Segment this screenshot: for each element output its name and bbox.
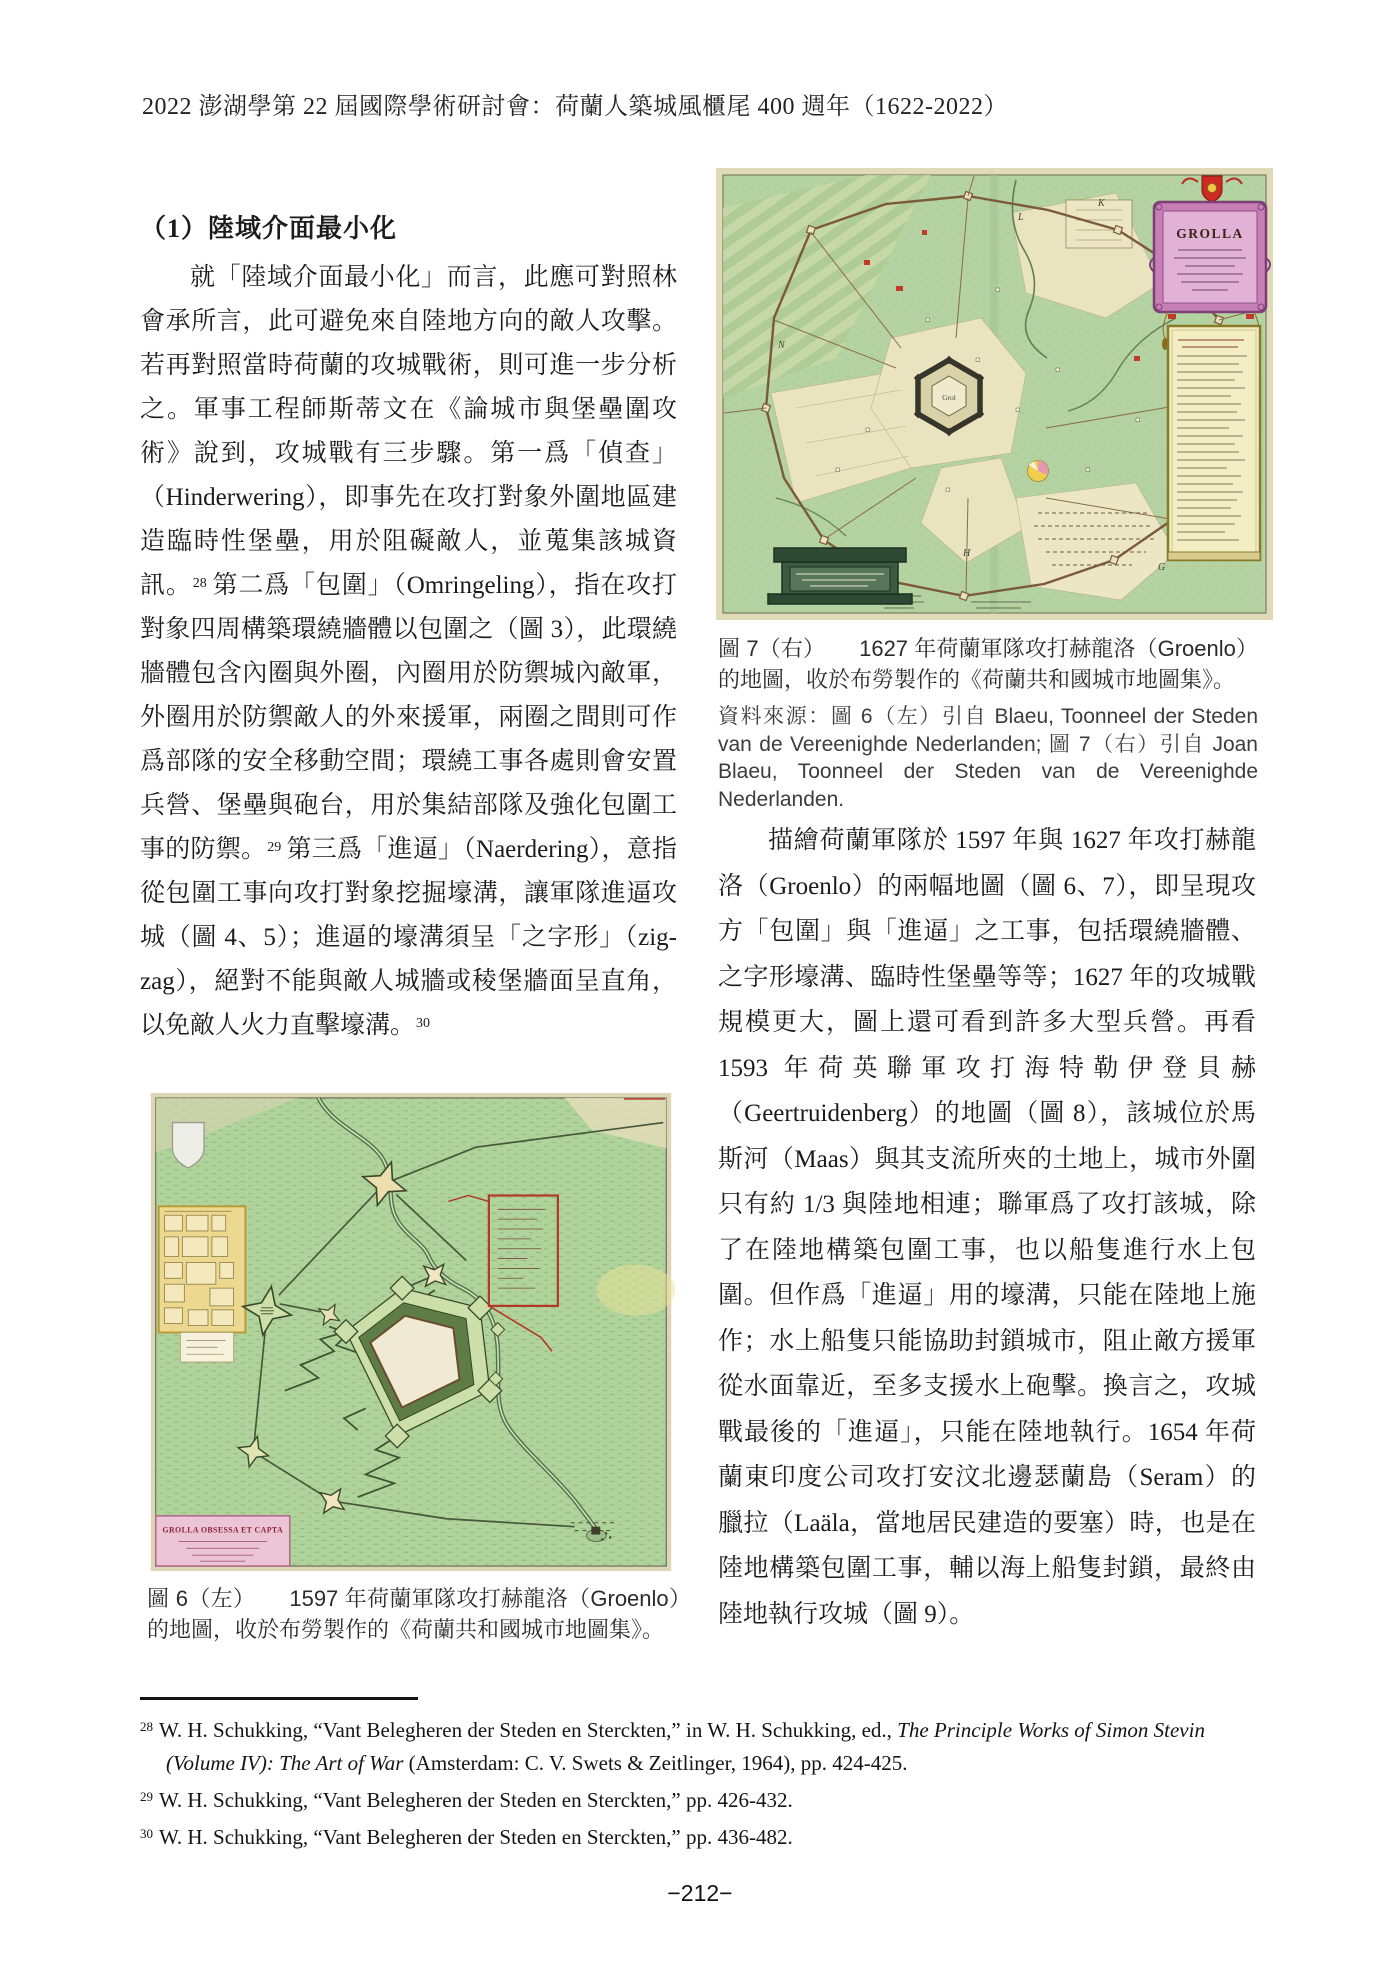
footnote-ref-30: 30: [416, 1016, 431, 1031]
footnote-ref-29: 29: [267, 840, 282, 855]
footnote-number: 28: [140, 1719, 153, 1734]
footnote-number: 29: [140, 1789, 153, 1804]
figure7-map-image: [716, 168, 1273, 620]
figure7-caption-text: 1627 年荷蘭軍隊攻打赫龍洛（Groenlo）的地圖，收於布勞製作的《荷蘭共和國城市地圖集》。: [718, 636, 1258, 692]
paragraph-text: 第三爲「進逼」（Naerdering），意指從包圍工事向攻打對象挖掘壕溝，讓軍隊進逼攻城（圖 4、5）；進逼的壕溝須呈「之字形」（zig-zag），絕對不能與敵人城牆或稜堡牆面呈直角，以免敵人火力直擊壕溝。: [140, 836, 677, 1039]
survey-pie-marker: [1028, 461, 1049, 482]
footnote-text: W. H. Schukking, “Vant Belegheren der Steden en Sterckten,” in W. H. Schukking, ed.,: [159, 1718, 898, 1742]
map-title-cartouche: [1150, 202, 1270, 312]
figure7-caption: [718, 633, 1258, 695]
source-note: 資料來源：圖 6（左）引自 Blaeu, Toonneel der Steden van de Vereenighde Nederlanden; 圖 7（右）引自 Joan Blaeu, Toonneel der Steden van de Vereenighde Nederlanden.: [718, 705, 1258, 811]
footnote-28: [140, 1710, 1268, 1780]
figure6-label: 圖 6（左）: [147, 1586, 256, 1611]
figure7-label: 圖 7（右）: [718, 636, 826, 661]
map-title-cartouche: [156, 1516, 290, 1566]
footnotes-section: [140, 1710, 1268, 1854]
legend-scroll: [1162, 312, 1260, 560]
map-letter: N: [778, 340, 785, 351]
building-icon: [591, 1527, 600, 1535]
paragraph-text: 就「陸域介面最小化」而言，此應可對照林會承所言，此可避免來自陸地方向的敵人攻擊。若再對照當時荷蘭的攻城戰術，則可進一步分析之。軍事工程師斯蒂文在《論城市與堡壘圍攻術》說到，攻城戰有三步驟。第一爲「偵查」（Hinderwering），即事先在攻打對象外圍地區建造臨時性堡壘，用於阻礙敵人，並蒐集該城資訊。: [140, 264, 677, 599]
footnote-number: 30: [140, 1826, 153, 1841]
footnote-29: [140, 1780, 1268, 1817]
footnote-text: (Amsterdam: C. V. Swets & Zeitlinger, 1964), pp. 424-425.: [403, 1751, 908, 1775]
footnote-ref-28: 28: [192, 576, 207, 591]
footnote-text: W. H. Schukking, “Vant Belegheren der Steden en Sterckten,” pp. 426-432.: [159, 1788, 793, 1812]
page-number: −212−: [667, 1880, 733, 1906]
figure6-map-image: [147, 1093, 675, 1571]
cartouche-title: GROLLA: [1176, 226, 1244, 241]
map-letter: G: [1158, 562, 1166, 573]
section-heading: （1）陸域介面最小化: [140, 214, 398, 243]
footnote-text: W. H. Schukking, “Vant Belegheren der Steden en Sterckten,” pp. 436-482.: [159, 1825, 793, 1849]
map-letter: L: [1018, 212, 1024, 223]
town-label: Grol: [942, 393, 956, 402]
footnote-30: [140, 1817, 1268, 1854]
map-letter: H: [963, 548, 971, 559]
right-column-paragraph: 描繪荷蘭軍隊於 1597 年與 1627 年攻打赫龍洛（Groenlo）的兩幅地圖（圖 6、7），即呈現攻方「包圍」與「進逼」之工事，包括環繞牆體、之字形壕溝、臨時性堡壘等等；1627 年的攻城戰規模更大，圖上還可看到許多大型兵營。再看 1593 年荷英聯軍攻打海特勒伊登貝赫（Geertruidenberg）的地圖（圖 8），該城位於馬斯河（Maas）與其支流所夾的土地上，城市外圍只有約 1/3 與陸地相連；聯軍爲了攻打該城，除了在陸地構築包圍工事，也以船隻進行水上包圍。但作爲「進逼」用的壕溝，只能在陸地上施作；水上船隻只能協助封鎖城市，阻止敵方援軍從水面靠近，至多支援水上砲擊。換言之，攻城戰最後的「進逼」，只能在陸地執行。1654 年荷蘭東印度公司攻打安汶北邊瑟蘭島（Seram）的臘拉（Laäla，當地居民建造的要塞）時，也是在陸地構築包圍工事，輔以海上船隻封鎖，最終由陸地執行攻城（圖 9）。: [718, 827, 1256, 1628]
page-header: 2022 澎湖學第 22 屆國際學術研討會：荷蘭人築城風櫃尾 400 週年（1622-2022）: [142, 94, 1008, 120]
cartouche-title: GROLLA OBSESSA ET CAPTA: [162, 1525, 284, 1535]
map-letter: K: [1098, 198, 1105, 209]
figure6-caption-text: 1597 年荷蘭軍隊攻打赫龍洛（Groenlo）的地圖，收於布勞製作的《荷蘭共和國城市地圖集》。: [147, 1586, 680, 1642]
left-column-paragraph: [140, 256, 677, 1048]
footnote-italic-title: The Principle Works of Simon Stevin (Volume IV): The Art of War: [166, 1718, 1205, 1775]
footnote-divider: [140, 1697, 418, 1700]
figure6-caption: [147, 1583, 680, 1645]
scale-pedestal: [768, 548, 912, 604]
paragraph-text: 第二爲「包圍」（Omringeling），指在攻打對象四周構築環繞牆體以包圍之（圖 3），此環繞牆體包含內圈與外圈，內圈用於防禦城內敵軍，外圈用於防禦敵人的外來援軍，兩圈之間則可作爲部隊的安全移動空間；環繞工事各處則會安置兵營、堡壘與砲台，用於集結部隊及強化包圍工事的防禦。: [140, 572, 677, 863]
